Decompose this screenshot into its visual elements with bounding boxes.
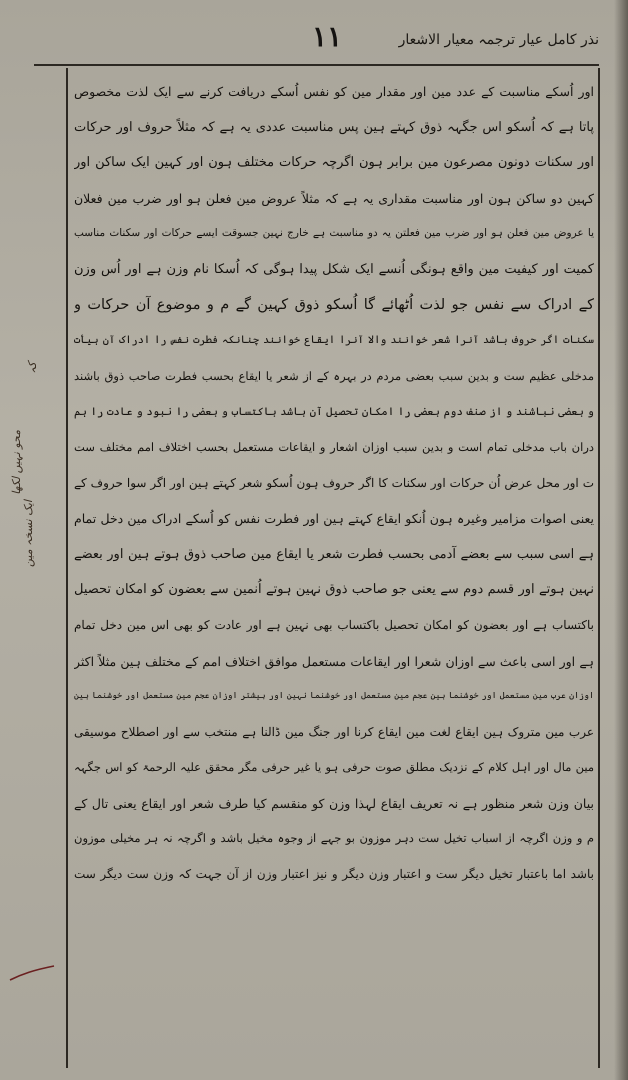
margin-note: محو نہیں لکھا (10, 430, 23, 495)
margin-note: ایک نسخہ مین (22, 500, 35, 567)
text-line: عرب مین متروک ہین ایقاع لغت مین ایقاع کرنا اور جنگ مین ڈالنا ہے منتخب سے اور اصطلاح موسیقی (74, 724, 594, 739)
header-rule (34, 64, 599, 66)
margin-note: کہ (26, 362, 39, 374)
text-line: باکتساب ہے اور بعضون کو امکان تحصیل باکتساب بھی نہین ہے اور عادت کو بھی اس مین دخل تمام (74, 617, 594, 632)
text-line: ہے اسی سبب سے بعضے آدمی بحسب فطرت شعر یا ایقاع مین صاحب ذوق ہوتے ہین اور بعضے (74, 546, 594, 562)
running-head: نذر کامل عیار ترجمہ معیار الاشعار (398, 32, 599, 48)
text-line: کمیت اور کیفیت مین واقع ہونگی اُنسے ایک شکل پیدا ہوگی کہ اُسکا نام وزن ہے اور اُس وزن (74, 261, 594, 277)
text-line: دران باب مدخلی تمام است و بدین سبب اوزان اشعار و ایقاعات مستعمل بحسب اختلاف امم مختلف ست (74, 439, 594, 454)
text-line: بیان وزن شعر منظور ہے نہ تعریف ایقاع لہذا وزن کو منقسم کیا طرف شعر اور ایقاع یعنی تال کے (74, 795, 594, 811)
text-line: و بعضی نباشند و از صنف دوم بعضی را امکان تحصیل آن باشد باکتساب و بعضی را نبود و عادت را ہم (74, 405, 594, 419)
text-line: مدخلی عظیم ست و بدین سبب بعضی مردم در بہرہ کے از شعر یا ایقاع بحسب فطرت صاحب ذوق باشند (74, 368, 594, 383)
page-header (34, 14, 599, 66)
margin-stroke-mark (8, 960, 58, 986)
text-line: نہین ہوتے اور قسم دوم سے یعنی جو صاحب ذوق نہین ہوتے اُنمین سے بعضون کو امکان تحصیل (74, 582, 594, 598)
text-line: سکنات اگر حروف باشد آنرا شعر خوانند والا آنرا ایقاع خوانند چنانکہ فطرت نفس را ادراک آن ہیأت (74, 334, 594, 347)
text-line: ت اور محل عرض اُن حرکات اور سکنات کا اگر حروف ہون اُسکو شعر کہتے ہین اور اگر سوا حروف کے (74, 475, 594, 490)
binding-shadow (614, 0, 628, 1080)
text-line: اوزان عرب مین مستعمل اور خوشنما ہین عجم مین مستعمل اور خوشنما نہین اور بیشتر اوزان عجم مین مستعمل اور خوشنما ہین (74, 691, 594, 702)
text-line: یعنی اصوات مزامیر وغیرہ ہون اُنکو ایقاع کہتے ہین اور فطرت نفس کو اُسکے ادراک مین دخل تمام (74, 511, 594, 527)
text-line: م و وزن اگرچہ از اسباب تخیل ست دہر موزون بو جہے از وجوہ مخیل باشد و اگرچہ نہ ہر مخیلی موزون (74, 831, 594, 846)
text-line: اور اُسکے مناسبت کے عدد مین اور مقدار مین کو نفس اُسکے دریافت کرنے سے ایک لذت مخصوص (74, 84, 594, 99)
text-line: پاتا ہے کہ اُسکو اس جگہہ ذوق کہتے ہین پس مناسبت عددی یہ ہے کہ مثلاً حروف اور حرکات (74, 119, 594, 135)
text-line: کے ادراک سے نفس جو لذت اُٹھائے گا اُسکو ذوق کہین گے م و موضوع آن حرکات و (74, 296, 594, 313)
text-line: یا عروض مین فعلن ہو اور ضرب مین فعلتن یہ دو مناسبت ہے خارج نہین جسوقت ایسے حرکات اور سکنات مناسب (74, 227, 594, 240)
text-line: کہین دو ساکن ہون اور مناسبت مقداری یہ ہے کہ مثلاً عروض مین فعلن ہو اور ضرب مین فعلان (74, 190, 594, 206)
text-line: اور سکنات دونون مصرعون مین برابر ہون اگرچہ حرکات مختلف ہون اور کہین ایک ساکن اور (74, 155, 594, 171)
body-text (74, 74, 594, 893)
text-line: ہے اور اسی باعث سے اوزان شعرا اور ایقاعات مستعمل موافق اختلاف امم کے مختلف ہین مثلاً اکثر (74, 653, 594, 669)
text-line: مین مال اور اہل کلام کے نزدیک مطلق صوت حرفی ہو یا غیر حرفی مگر محقق علیہ الرحمۃ کو اس جگہہ (74, 760, 594, 775)
text-line: باشد اما باعتبار تخیل دیگر ست و اعتبار وزن دیگر و نیز اعتبار وزن از آن جہت کہ وزن ست دیگر ست (74, 867, 594, 882)
page-number: ١١ (312, 20, 343, 53)
